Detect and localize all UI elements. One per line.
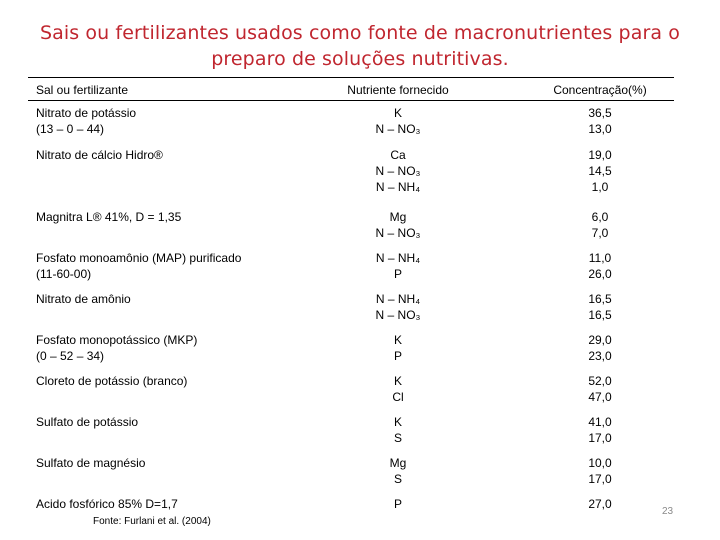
nutrient-cell — [340, 496, 456, 512]
salt-name-cell-line: Sulfato de magnésio — [36, 456, 146, 470]
nutrient-cell — [340, 291, 456, 323]
nutrient-cell-line: N – NH₄ — [375, 180, 421, 194]
concentration-cell-line: 6,0 — [591, 210, 609, 224]
nutrient-cell-line: N – NH₄ — [375, 292, 421, 306]
nutrient-cell-line: K — [393, 106, 402, 120]
salt-name-cell-line: Fosfato monoamônio (MAP) purificado — [36, 251, 242, 265]
salt-name-cell — [36, 291, 296, 307]
nutrient-cell-line: S — [393, 472, 402, 486]
nutrient-cell-line: K — [393, 374, 402, 388]
concentration-cell-line: 26,0 — [588, 267, 612, 281]
salt-name-cell — [36, 373, 296, 389]
slide-title-line-1: Sais ou fertilizantes usados como fonte de macronutrientes para o — [40, 22, 680, 44]
nutrient-cell-line: N – NO₃ — [375, 308, 421, 322]
nutrient-cell — [340, 332, 456, 364]
concentration-cell — [560, 455, 640, 487]
salt-name-cell-line: (0 – 52 – 34) — [36, 349, 105, 363]
concentration-cell-line: 16,5 — [588, 308, 612, 322]
concentration-cell-line: 1,0 — [591, 180, 609, 194]
concentration-cell-line: 11,0 — [588, 251, 612, 265]
concentration-cell-line: 41,0 — [588, 415, 612, 429]
salt-name-cell-line: Nitrato de amônio — [36, 292, 131, 306]
nutrient-cell — [340, 209, 456, 241]
table-top-rule — [28, 77, 674, 78]
concentration-cell-line: 7,0 — [591, 226, 609, 240]
concentration-cell — [560, 291, 640, 323]
salt-name-cell — [36, 455, 296, 471]
nutrient-cell — [340, 250, 456, 282]
concentration-cell-line: 16,5 — [588, 292, 612, 306]
salt-name-cell-line: (13 – 0 – 44) — [36, 122, 105, 136]
slide-title — [0, 20, 720, 72]
salt-name-cell — [36, 332, 296, 364]
salt-name-cell-line: Sulfato de potássio — [36, 415, 139, 429]
salt-name-cell — [36, 496, 296, 512]
concentration-cell-line: 23,0 — [588, 349, 612, 363]
salt-name-cell-line: (11-60-00) — [36, 267, 92, 281]
concentration-cell — [560, 414, 640, 446]
header-salt: Sal ou fertilizante — [36, 83, 129, 97]
nutrient-cell — [340, 455, 456, 487]
nutrient-cell-line: K — [393, 415, 402, 429]
nutrient-cell-line: N – NO₃ — [375, 122, 421, 136]
nutrient-cell-line: P — [393, 349, 402, 363]
concentration-cell-line: 14,5 — [588, 164, 612, 178]
concentration-cell-line: 17,0 — [588, 431, 612, 445]
salt-name-cell — [36, 250, 296, 282]
concentration-cell — [560, 332, 640, 364]
concentration-cell — [560, 496, 640, 512]
nutrient-cell-line: Mg — [389, 456, 407, 470]
concentration-cell — [560, 250, 640, 282]
salt-name-cell-line: Acido fosfórico 85% D=1,7 — [36, 497, 178, 511]
concentration-cell — [560, 147, 640, 195]
nutrient-cell-line: Mg — [389, 210, 407, 224]
concentration-cell-line: 17,0 — [588, 472, 612, 486]
salt-name-cell-line: Nitrato de cálcio Hidro® — [36, 148, 163, 162]
concentration-cell — [560, 373, 640, 405]
concentration-cell-line: 10,0 — [588, 456, 612, 470]
concentration-cell-line: 19,0 — [588, 148, 612, 162]
concentration-cell-line: 52,0 — [588, 374, 612, 388]
nutrient-cell-line: N – NO₃ — [375, 164, 421, 178]
header-concentration: Concentração(%) — [553, 83, 647, 97]
concentration-cell-line: 27,0 — [588, 497, 612, 511]
source-citation: Fonte: Furlani et al. (2004) — [93, 516, 211, 527]
salt-name-cell — [36, 105, 296, 137]
nutrient-cell — [340, 105, 456, 137]
slide-title-line-2: preparo de soluções nutritivas. — [211, 48, 509, 70]
nutrient-cell-line: S — [393, 431, 402, 445]
page-number: 23 — [662, 506, 674, 517]
nutrient-cell — [340, 147, 456, 195]
concentration-cell — [560, 105, 640, 137]
nutrient-cell — [340, 414, 456, 446]
salt-name-cell — [36, 147, 296, 163]
nutrient-cell-line: P — [393, 497, 402, 511]
header-nutrient: Nutriente fornecido — [347, 83, 449, 97]
nutrient-cell-line: Cl — [392, 390, 404, 404]
salt-name-cell — [36, 414, 296, 430]
nutrient-cell-line: Ca — [390, 148, 406, 162]
nutrient-cell-line: K — [393, 333, 402, 347]
concentration-cell-line: 29,0 — [588, 333, 612, 347]
concentration-cell-line: 36,5 — [588, 106, 612, 120]
concentration-cell-line: 47,0 — [588, 390, 612, 404]
salt-name-cell-line: Fosfato monopotássico (MKP) — [36, 333, 198, 347]
salt-name-cell-line: Magnitra L® 41%, D = 1,35 — [36, 210, 182, 224]
nutrient-cell-line: N – NO₃ — [375, 226, 421, 240]
table-header-rule — [28, 100, 674, 101]
concentration-cell-line: 13,0 — [588, 122, 612, 136]
nutrient-cell-line: P — [393, 267, 402, 281]
concentration-cell — [560, 209, 640, 241]
nutrient-cell — [340, 373, 456, 405]
salt-name-cell-line: Cloreto de potássio (branco) — [36, 374, 188, 388]
nutrient-cell-line: N – NH₄ — [375, 251, 421, 265]
salt-name-cell — [36, 209, 296, 225]
salt-name-cell-line: Nitrato de potássio — [36, 106, 137, 120]
